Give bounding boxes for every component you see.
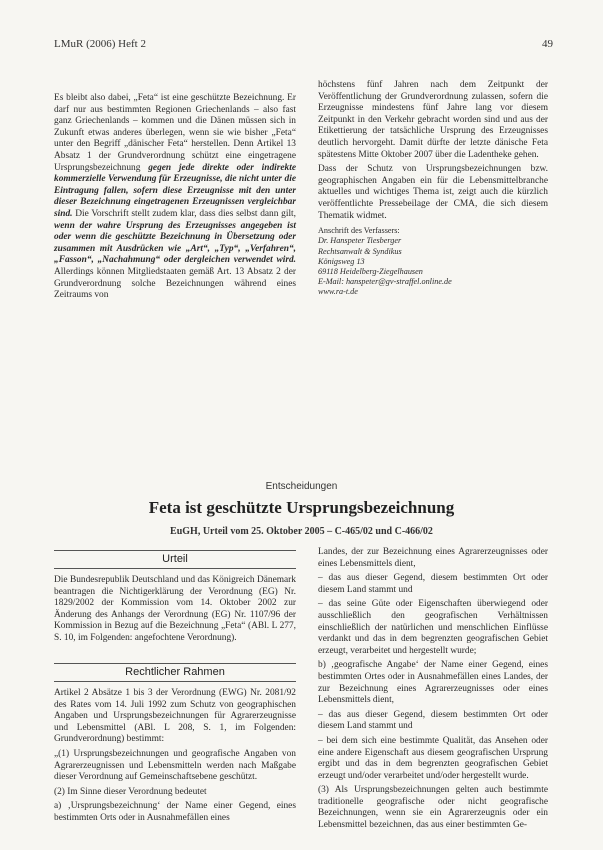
article-paragraph: – das aus dieser Gegend, diesem bestimmten Ort oder diesem Land stammt und (318, 573, 548, 595)
author-line: Dr. Hanspeter Tiesberger (318, 236, 402, 246)
article-paragraph: b) ‚geografische Angabe‘ der Name einer Gegend, eines bestimmten Ortes oder in Ausnahmefällen eines Landes, der zur Bezeichnung eines Agrarerzeugnisses oder eines Lebensmittels dient, (318, 660, 548, 706)
article-paragraph: – das aus dieser Gegend, diesem bestimmten Ort oder diesem Land stammt und (318, 709, 548, 732)
left-column-top (54, 93, 296, 305)
article-paragraph: „(1) Ursprungsbezeichnungen und geografische Angaben von Agrarerzeugnissen und Lebensmitteln werden nach Maßgabe dieser Verordnung auf Gemeinschaftsebene geschützt. (54, 748, 296, 783)
author-line: Königsweg 13 (318, 256, 365, 266)
article-paragraph: (3) Als Ursprungsbezeichnungen gelten auch bestimmte traditionelle geografische oder nicht geografische Bezeichnungen, wenn sie ein Agrarerzeugnis oder ein Lebensmittel bezeichnen, das aus einer bestimmten Ge- (318, 785, 548, 831)
article-paragraph: Landes, der zur Bezeichnung eines Agrarerzeugnisses oder eines Lebensmittels dient, (318, 547, 548, 569)
page-number: 49 (542, 38, 553, 50)
article-title: Feta ist geschützte Ursprungsbezeichnung (148, 498, 455, 517)
body-text: Allerdings können Mitgliedstaaten gemäß Art. 13 Absatz 2 der Grundverordnung solche Bezeichnungen während eines Zeitraums von (54, 266, 296, 301)
article-paragraph: Artikel 2 Absätze 1 bis 3 der Verordnung (EWG) Nr. 2081/92 des Rates vom 14. Juli 1992 zum Schutz von geographischen Angaben und Ursprungsbezeichnungen für Agrarerzeugnisse und Lebensmittel (ABl. L 208, S. 1, im Folgenden: Grundverordnung) bestimmt: (54, 688, 296, 745)
quoted-regulation-text: gegen jede direkte oder indirekte kommerzielle Verwendung für Erzeugnisse, die nicht unter die Eintragung fallen, sofern diese Erzeugnisse mit den unter dieser Bezeichnung eingetragenen Erzeugnissen vergleichbar sind. (54, 162, 297, 219)
author-line: 69118 Heidelberg-Ziegelhausen (318, 266, 423, 276)
author-website: www.ra-t.de (318, 287, 358, 297)
author-label: Anschrift des Verfassers: (318, 226, 400, 236)
right-column-bottom (318, 547, 548, 835)
urteil-text: Die Bundesrepublik Deutschland und das Königreich Dänemark beantragen die Nichtigerklärung der Verordnung (EG) Nr. 1829/2002 der Kommission vom 14. Oktober 2002 zur Änderung des Anhangs der Verordnung (EG) Nr. 1107/96 der Kommission in Bezug auf die Bezeichnung „Feta“ (ABl. L 277, S. 10, im Folgenden: angefochtene Verordnung). (54, 575, 296, 643)
body-text: Es bleibt also dabei, „Feta“ ist eine geschützte Bezeichnung. Er darf nur aus bestimmten Regionen Griechenlands – also fast ganz Griechenlands – kommen und die Dänen müssen sich in Zukunft etwas anderes überlegen, wenn sie wie bisher „Feta“ unter den Begriff „dänischer Feta“ herstellen. Denn Artikel 13 Absatz 1 der Grundverordnung schützt eine eingetragene Ursprungsbezeichnung (54, 93, 296, 173)
article-paragraph: – das seine Güte oder Eigenschaften überwiegend oder ausschließlich den geografischen Verhältnissen einschließlich der natürlichen und menschlichen Einflüsse verdankt und das in dem begrenzten geografischen Gebiet erzeugt, verarbeitet und hergestellt wurde; (318, 599, 548, 656)
right-column-top (318, 80, 548, 298)
rahmen-section (54, 688, 296, 828)
article-paragraph: (2) Im Sinne dieser Verordnung bedeutet (54, 786, 207, 797)
article-paragraph: a) ‚Ursprungsbezeichnung‘ der Name einer Gegend, eines bestimmten Orts oder in Ausnahmefällen eines (54, 801, 296, 823)
urteil-section (54, 575, 296, 648)
article-paragraph: – bei dem sich eine bestimmte Qualität, das Ansehen oder eine andere Eigenschaft aus diesem geografischen Ursprung ergibt und das in dem begrenzten geografischen Gebiet erzeugt und/oder verarbeitet und/oder hergestellt wurde. (318, 735, 548, 781)
rahmen-heading: Rechtlicher Rahmen (54, 663, 296, 682)
author-address (318, 226, 548, 297)
urteil-heading: Urteil (54, 550, 296, 569)
article-paragraph (54, 93, 296, 302)
article-paragraph: höchstens fünf Jahren nach dem Zeitpunkt der Veröffentlichung der Grundverordnung zulassen, sofern die Erzeugnisse mindestens fünf Jahre lang vor diesem Zeitpunkt in den Verkehr gebracht worden sind und aus der Etikettierung der tatsächliche Ursprung des Erzeugnisses deutlich hervorgeht. Damit dürfte der letzte dänische Feta spätestens Mitte Oktober 2007 über die Ladentheke gehen. (318, 80, 548, 160)
quoted-regulation-text: wenn der wahre Ursprung des Erzeugnisses angegeben ist oder wenn die geschützte Bezeichnung in Übersetzung oder zusammen mit Ausdrücken wie „Art“, „Typ“, „Verfahren“, „Fasson“, „Nachahmung“ oder dergleichen verwendet wird. (54, 220, 296, 266)
journal-name: LMuR (2006) Heft 2 (54, 38, 146, 50)
page-header (54, 38, 553, 54)
author-email: E-Mail: hanspeter@gv-straffel.online.de (318, 277, 452, 287)
body-text: Die Vorschrift stellt zudem klar, dass dies selbst dann gilt, (75, 208, 297, 219)
article-paragraph: Dass der Schutz von Ursprungsbezeichnungen bzw. geographischen Angaben ein für die Lebensmittelbranche aktuelles und wichtiges Thema ist, zeigt auch die kürzlich veröffentlichte Pressebeilage der CMA, die sich diesem Thematik widmet. (318, 164, 548, 221)
article-subtitle: EuGH, Urteil vom 25. Oktober 2005 – C-465/02 und C-466/02 (170, 526, 433, 537)
section-label: Entscheidungen (265, 481, 338, 492)
author-line: Rechtsanwalt & Syndikus (318, 246, 402, 256)
